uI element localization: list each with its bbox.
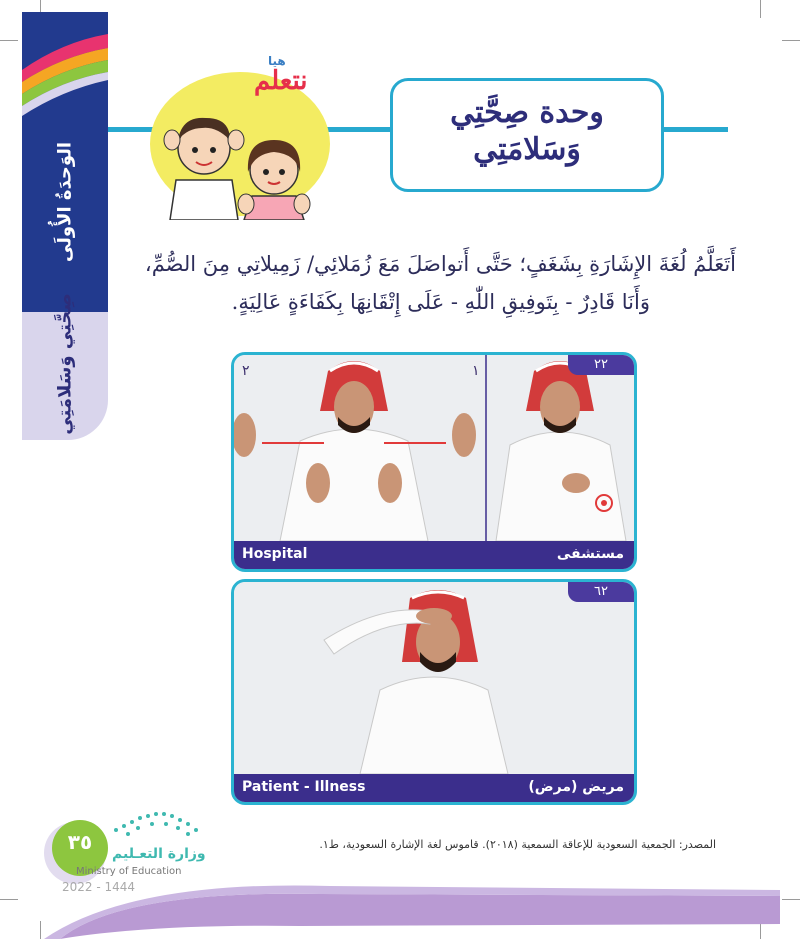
step-number: ٢ <box>242 363 250 379</box>
side-tab-lesson <box>22 293 108 440</box>
step-number: ١ <box>472 363 480 379</box>
crop-mark <box>760 0 761 18</box>
card-badge: ٢٢ <box>568 355 634 375</box>
hospital-sign-photo <box>234 355 634 541</box>
unit-title-box <box>390 78 664 192</box>
crop-mark <box>782 40 800 41</box>
crop-mark <box>0 40 18 41</box>
intro-line2: وَأَنَا قَادِرٌ - بِتَوفِيقِ اللّٰهِ - عَلَى إِتْقَانِهَا بِكَفَاءَةٍ عَالِيَةٍ. <box>231 290 650 314</box>
rainbow-stripes <box>22 12 108 122</box>
caption-arabic: مستشفى <box>556 546 624 562</box>
lets-learn-illustration <box>146 54 332 220</box>
ministry-english: Ministry of Education <box>76 866 182 877</box>
patient-sign-photo <box>234 582 634 774</box>
caption-english: Hospital <box>242 546 308 562</box>
ministry-arabic: وزارة التعـليم <box>112 846 206 862</box>
intro-line1: أَتَعَلَّمُ لُغَةَ الإِشَارَةِ بِشَغَفٍ؛ حَتَّى أَتواصَلَ مَعَ زُمَلائِي/ زَمِيلاتِي مِنَ الصُّمِّ، <box>144 252 736 276</box>
ministry-logo-icon <box>108 808 204 840</box>
side-tab <box>22 12 108 440</box>
badge-big-text: نتعلم <box>254 66 308 96</box>
edition-year: 2022 - 1444 <box>62 880 136 894</box>
unit-title-line2: وَسَلامَتِي <box>473 132 581 167</box>
page-number: ٣٥ <box>67 830 93 854</box>
sign-card-hospital <box>231 352 637 572</box>
card-badge: ٦٢ <box>568 582 634 602</box>
caption-english: Patient - Illness <box>242 779 366 795</box>
caption-bar <box>234 774 634 802</box>
caption-bar <box>234 541 634 569</box>
caption-arabic: مريض (مرض) <box>528 779 624 795</box>
side-tab-unit <box>22 12 108 312</box>
footer-swoosh <box>0 860 800 939</box>
source-note: المصدر: الجمعية السعودية للإعاقة السمعية (٢٠١٨). قاموس لغة الإشارة السعودية، ط١. <box>319 838 716 851</box>
lesson-label: صِحَّتِي وَسَلامَتِي <box>54 293 76 435</box>
unit-title-line1: وحدة صِحَّتِي <box>450 95 604 130</box>
unit-label: الوَحدَةُ الأُولَى <box>54 141 76 263</box>
sign-card-patient <box>231 579 637 805</box>
badge-small-text: هيا <box>268 54 286 68</box>
